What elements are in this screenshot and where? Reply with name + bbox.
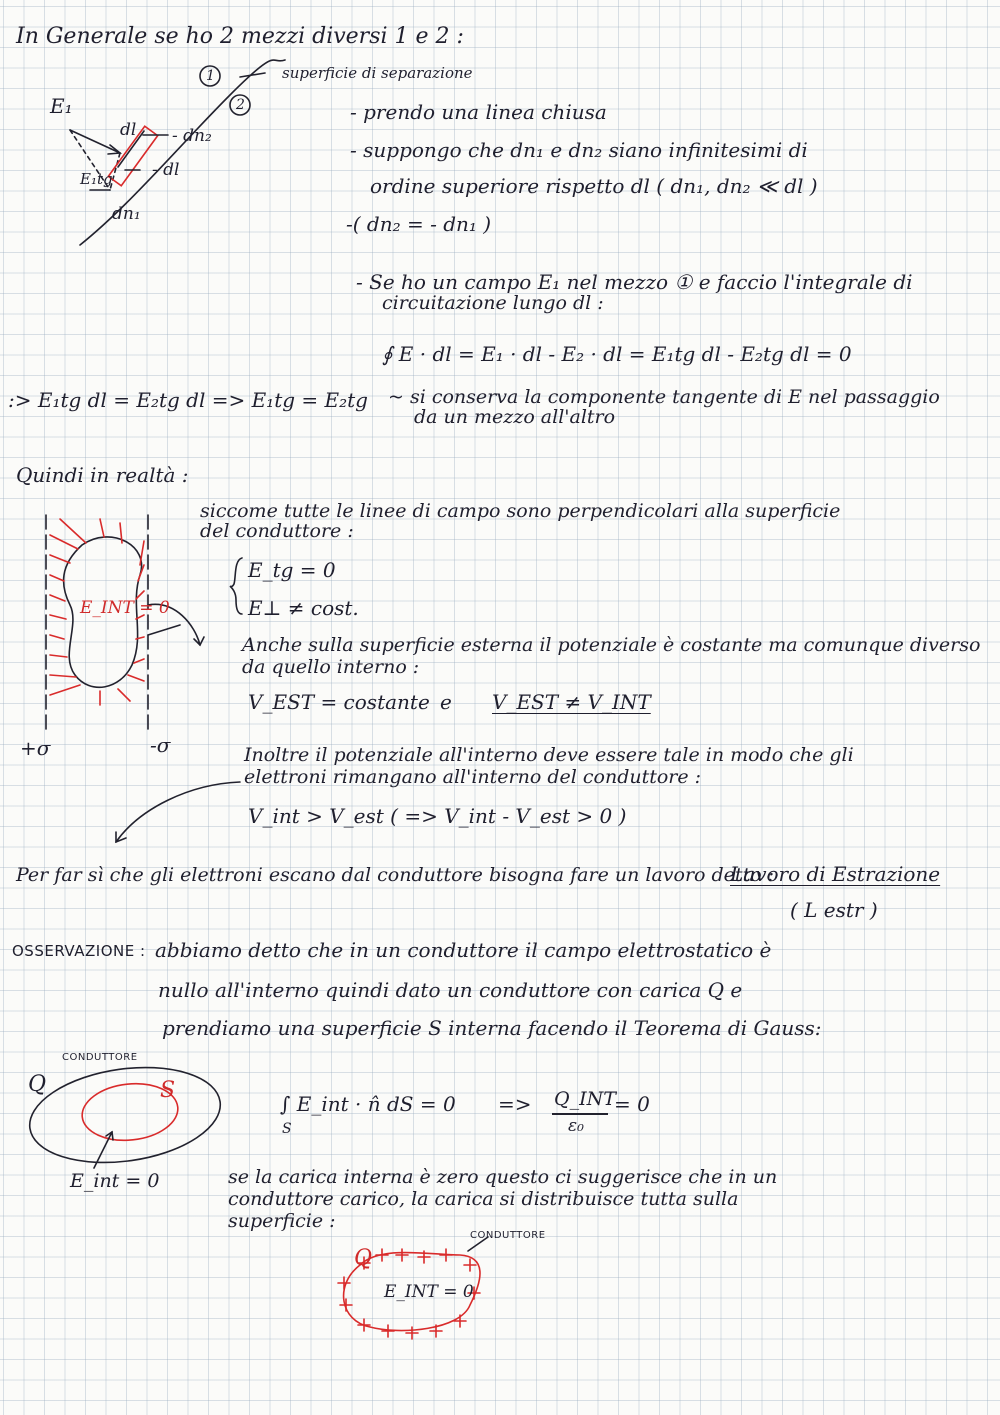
charge-text-2: conduttore carico, la carica si distribuisce tutta sulla	[228, 1188, 739, 1210]
label-Eint-fig4: E_INT = 0	[384, 1282, 474, 1302]
label-surface: superficie di separazione	[282, 64, 473, 82]
gauss-arrow: =>	[498, 1092, 532, 1116]
charge-text-3: superficie :	[228, 1210, 336, 1232]
extraction-text: Per far sì che gli elettroni escano dal conduttore bisogna fare un lavoro detto :	[16, 864, 775, 886]
label-dl-bottom: - dl	[152, 160, 180, 180]
step-3: -( dn₂ = - dn₁ )	[346, 212, 492, 236]
step-4-cont: circuitazione lungo dl :	[382, 292, 604, 314]
external-text-2: da quello interno :	[242, 656, 420, 678]
label-Q-fig3: Q	[28, 1072, 47, 1097]
step-2: - suppongo che dn₁ e dn₂ siano infinitesimi di	[350, 138, 808, 162]
inoltre-text-2: elettroni rimangano all'interno del conduttore :	[244, 766, 702, 788]
system-line-1: E_tg = 0	[248, 558, 336, 582]
gauss-denominator: ε₀	[568, 1116, 584, 1136]
label-medium-1: 1	[206, 68, 215, 84]
label-conduttore-fig3: CONDUTTORE	[62, 1052, 138, 1063]
step-2-cont: ordine superiore rispetto dl ( dn₁, dn₂ ≪ dl )	[370, 174, 818, 198]
fraction-bar	[552, 1113, 608, 1115]
system-line-2: E⊥ ≠ cost.	[248, 596, 359, 620]
gauss-surface-sub: S	[282, 1121, 292, 1137]
extraction-symbol: ( L estr )	[790, 898, 878, 922]
boundary-diagram	[40, 55, 340, 255]
label-E1: E₁	[50, 94, 73, 118]
tangent-note-2: da un mezzo all'altro	[414, 406, 616, 428]
vest-constant: V_EST = costante	[248, 690, 430, 714]
tangent-note-1: ~ si conserva la componente tangente di E nel passaggio	[388, 386, 940, 408]
curved-arrow	[110, 778, 250, 848]
vint-inequality: V_int > V_est ( => V_int - V_est > 0 )	[248, 804, 627, 828]
conductor-text-1: siccome tutte le linee di campo sono perpendicolari alla superficie	[200, 500, 841, 522]
label-Eint-fig2: E_INT = 0	[80, 598, 170, 618]
osservazione-label: OSSERVAZIONE :	[12, 942, 146, 960]
osservazione-line-3: prendiamo una superficie S interna facendo il Teorema di Gauss:	[162, 1016, 822, 1040]
extraction-term: Lavoro di Estrazione	[730, 862, 941, 886]
gauss-surface-diagram	[20, 1060, 230, 1170]
charge-text-1: se la carica interna è zero questo ci suggerisce che in un	[228, 1166, 778, 1188]
label-dn1: dn₁	[112, 204, 141, 224]
osservazione-line-1: abbiamo detto che in un conduttore il campo elettrostatico è	[155, 938, 772, 962]
inoltre-text-1: Inoltre il potenziale all'interno deve essere tale in modo che gli	[244, 744, 854, 766]
external-text-1: Anche sulla superficie esterna il potenziale è costante ma comunque diverso	[242, 634, 981, 656]
label-dn2: - dn₂	[172, 126, 212, 146]
tangent-equation: :> E₁tg dl = E₂tg dl => E₁tg = E₂tg	[8, 388, 368, 412]
label-S-fig3: S	[160, 1078, 176, 1103]
circulation-equation: ∮ E · dl = E₁ · dl - E₂ · dl = E₁tg dl - E₂tg dl = 0	[382, 342, 852, 366]
label-conduttore-fig4: CONDUTTORE	[470, 1230, 546, 1241]
system-brace	[228, 556, 248, 616]
label-E1tg: E₁tg	[80, 170, 113, 188]
conductor-text-2: del conduttore :	[200, 520, 354, 542]
label-Eint-fig3: E_int = 0	[70, 1170, 160, 1192]
label-minus-sigma: -σ	[150, 733, 171, 757]
label-plus-sigma: +σ	[20, 736, 51, 760]
step-1: - prendo una linea chiusa	[350, 100, 607, 124]
osservazione-line-2: nullo all'interno quindi dato un conduttore con carica Q e	[158, 978, 743, 1002]
vest-neq-vint: V_EST ≠ V_INT	[492, 690, 651, 714]
label-Q-fig4: Q	[354, 1246, 373, 1271]
gauss-numerator: Q_INT	[554, 1088, 616, 1110]
label-medium-2: 2	[236, 97, 245, 113]
intro-line: In Generale se ho 2 mezzi diversi 1 e 2 :	[16, 24, 464, 49]
label-dl-top: dl	[120, 120, 137, 140]
step-4: - Se ho un campo E₁ nel mezzo ① e faccio l'integrale di	[356, 270, 913, 294]
gauss-lhs: ∫ E_int · n̂ dS = 0	[280, 1092, 456, 1116]
gauss-rhs: = 0	[614, 1092, 650, 1116]
quindi-heading: Quindi in realtà :	[16, 463, 189, 487]
vest-and: e	[440, 690, 452, 714]
